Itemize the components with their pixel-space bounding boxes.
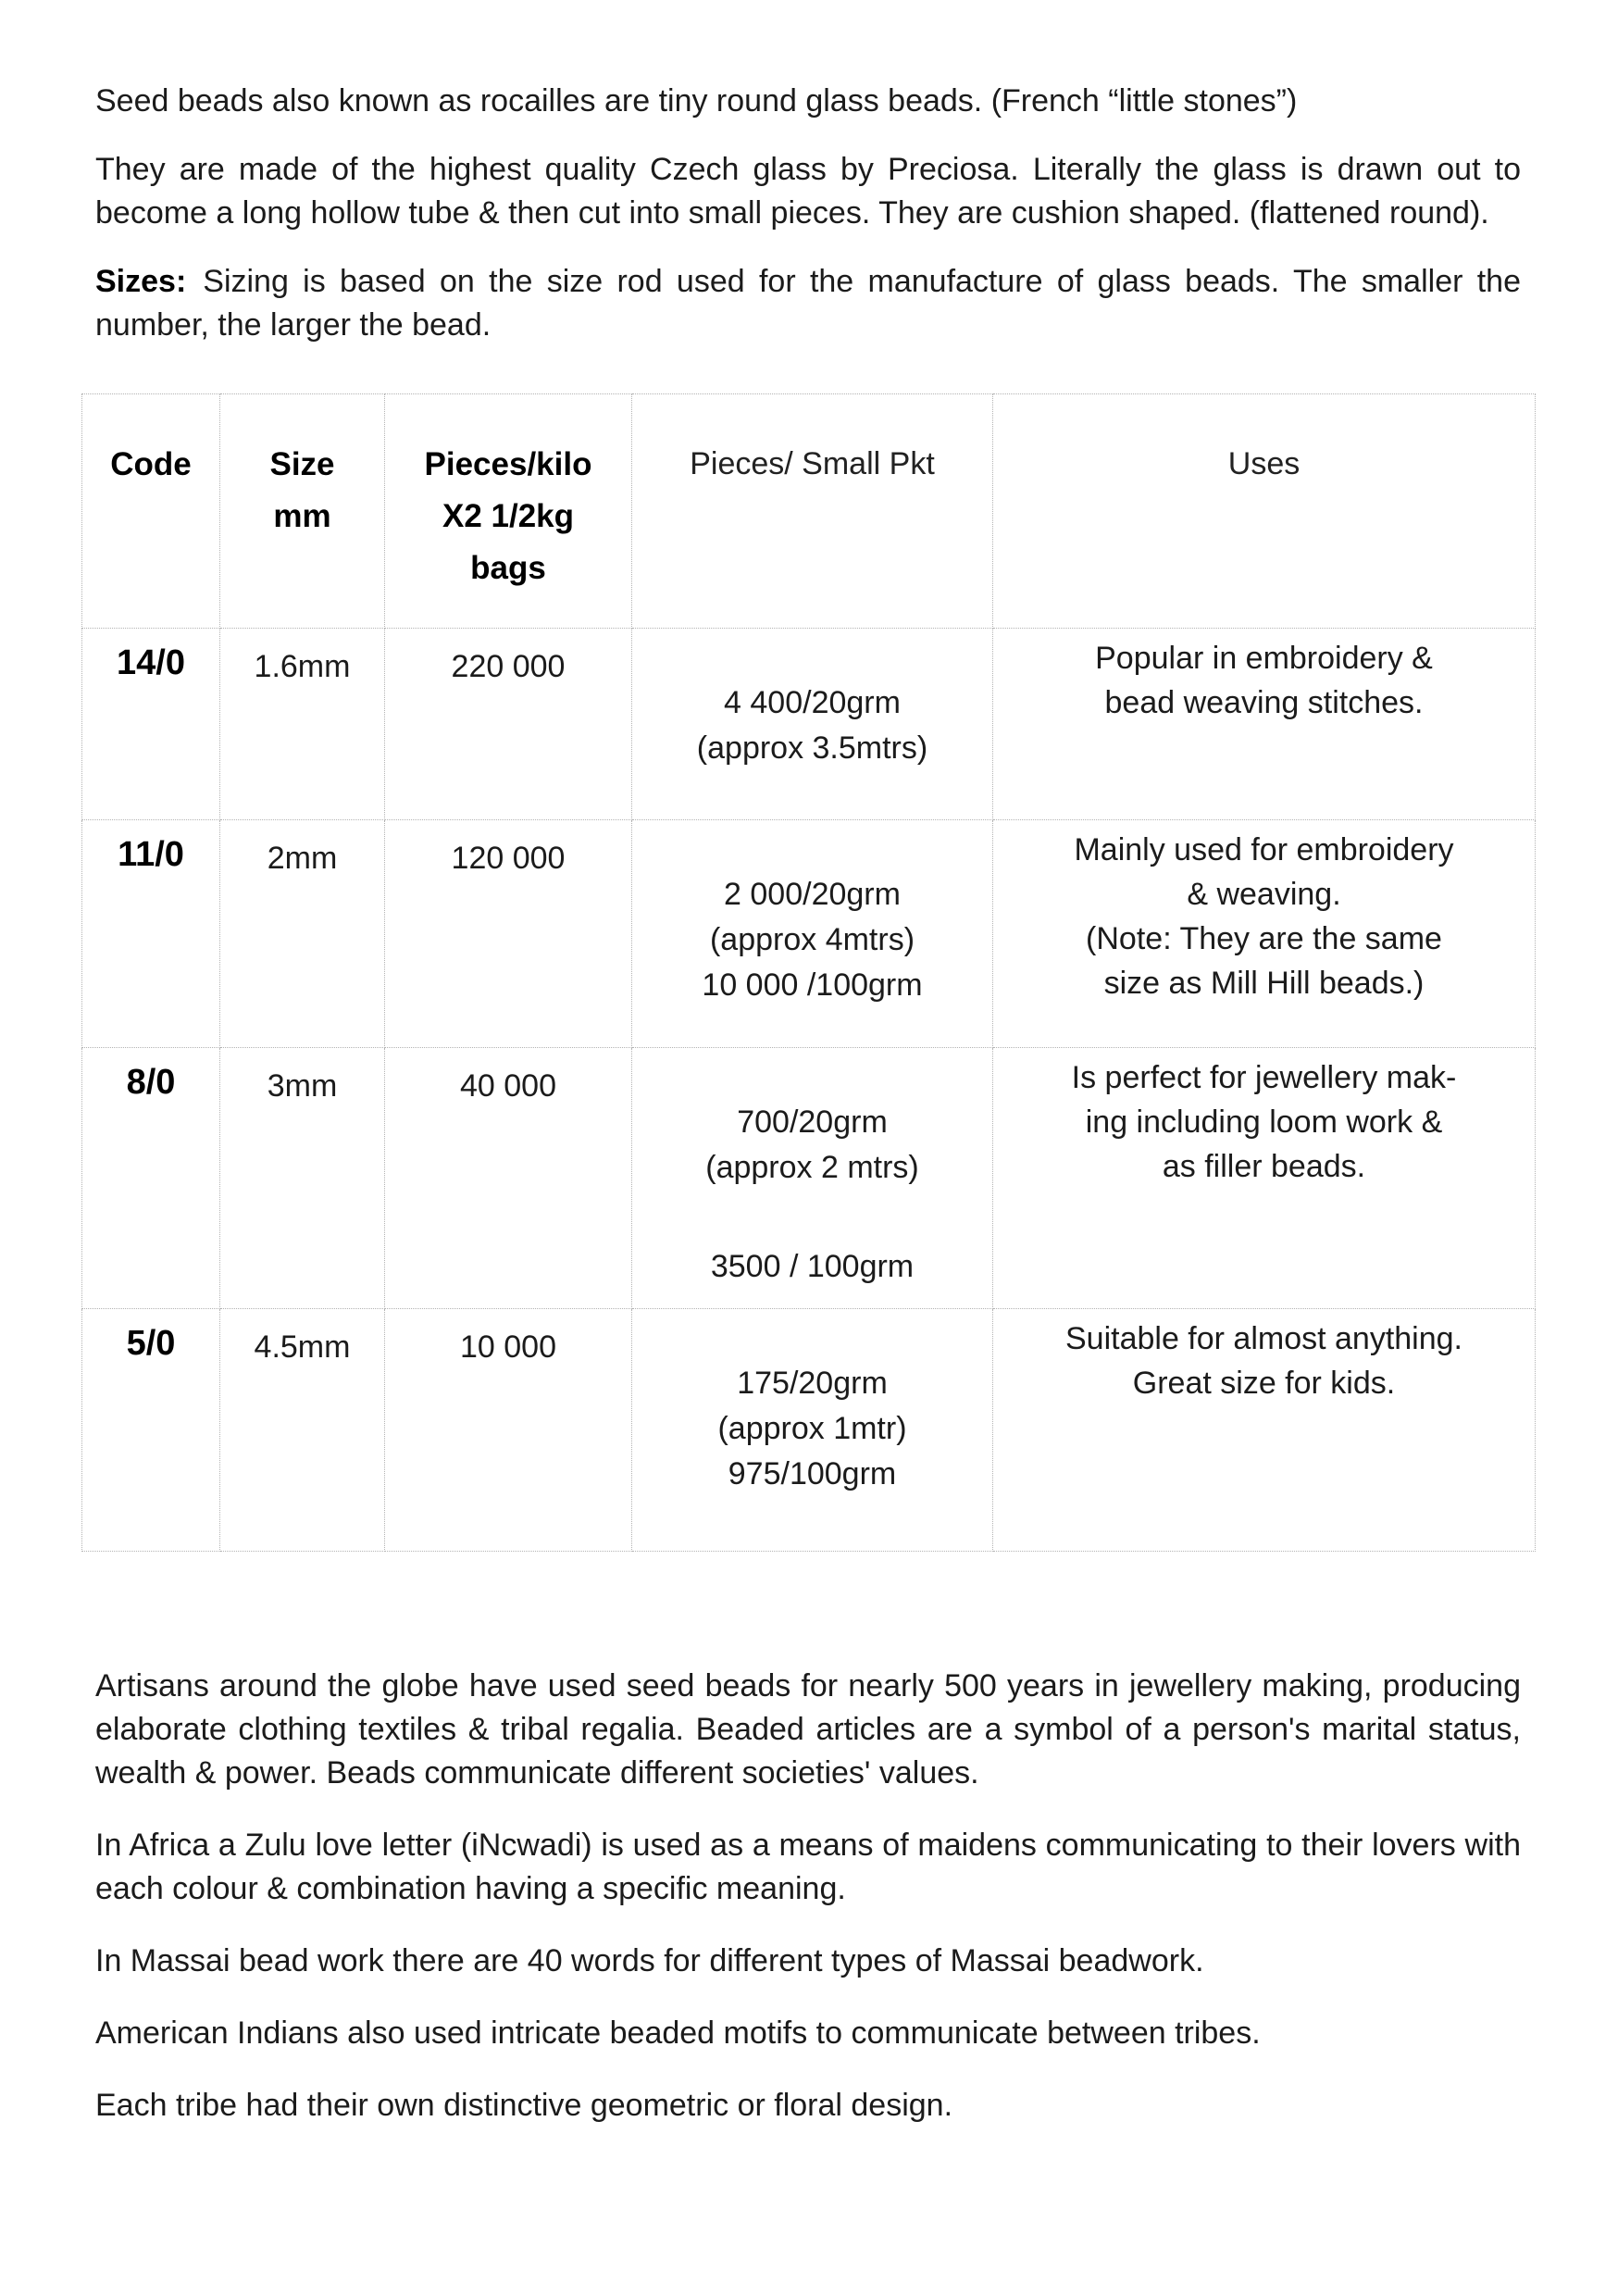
uses-line: bead weaving stitches. <box>1104 685 1424 720</box>
uses-line: Is perfect for jewellery mak- <box>1071 1060 1457 1095</box>
uses-cell <box>993 820 1536 1048</box>
small-pkt-line: 175/20grm <box>737 1366 888 1401</box>
history-section <box>95 1665 1521 2128</box>
small-pkt-cell <box>632 629 993 820</box>
uses-line: Popular in embroidery & <box>1095 641 1433 676</box>
small-pkt-line: 975/100grm <box>728 1456 897 1491</box>
header-pieces-kilo <box>385 394 632 629</box>
code-cell: 5/0 <box>82 1309 220 1552</box>
small-pkt-line: 700/20grm <box>737 1104 888 1140</box>
code-cell: 14/0 <box>82 629 220 820</box>
header-code-label: Code <box>110 446 192 482</box>
sizes-label: Sizes: <box>95 264 187 299</box>
small-pkt-line: (approx 3.5mtrs) <box>696 730 928 766</box>
document-page <box>95 80 1521 2128</box>
header-code <box>82 394 220 629</box>
uses-cell <box>993 629 1536 820</box>
history-paragraph: Each tribe had their own distinctive geometric or floral design. <box>95 2088 953 2123</box>
size-cell: 2mm <box>220 820 385 1048</box>
header-small-pkt: Pieces/ Small Pkt <box>632 394 993 629</box>
small-pkt-line: (approx 1mtr) <box>717 1411 907 1446</box>
uses-line: Great size for kids. <box>1132 1366 1396 1401</box>
history-paragraph: American Indians also used intricate beaded motifs to communicate between tribes. <box>95 2015 1261 2051</box>
header-uses: Uses <box>993 394 1536 629</box>
pieces-kilo-cell: 120 000 <box>385 820 632 1048</box>
small-pkt-cell <box>632 1309 993 1552</box>
code-cell: 8/0 <box>82 1048 220 1309</box>
uses-cell <box>993 1048 1536 1309</box>
small-pkt-line: 4 400/20grm <box>724 685 901 720</box>
history-paragraph: In Africa a Zulu love letter (iNcwadi) is used as a means of maidens communicating to their lovers with each colour & combination having a specific meaning. <box>95 1828 1521 1906</box>
size-cell: 1.6mm <box>220 629 385 820</box>
table-header-row <box>82 394 1536 629</box>
sizes-text: Sizing is based on the size rod used for the manufacture of glass beads. The smaller the number, the larger the bead. <box>95 264 1521 343</box>
header-size-line: mm <box>273 498 331 534</box>
small-pkt-line: 3500 / 100grm <box>710 1249 915 1284</box>
size-cell: 4.5mm <box>220 1309 385 1552</box>
pieces-kilo-cell: 220 000 <box>385 629 632 820</box>
uses-cell <box>993 1309 1536 1552</box>
uses-line: as filler beads. <box>1162 1149 1366 1184</box>
uses-line: ing including loom work & <box>1085 1104 1443 1140</box>
small-pkt-line: 10 000 /100grm <box>702 967 923 1003</box>
table-row <box>82 820 1536 1048</box>
history-paragraph: Artisans around the globe have used seed beads for nearly 500 years in jewellery making, producing elaborate clothing textiles & tribal regalia. Beaded articles are a symbol of a person's marital status, wealth & power. Beads communicate different societies' values. <box>95 1668 1521 1791</box>
small-pkt-cell <box>632 1048 993 1309</box>
intro-paragraph-1: Seed beads also known as rocailles are tiny round glass beads. (French “little stones”) <box>95 83 1298 119</box>
header-pieces-kilo-line: Pieces/kilo <box>424 446 592 482</box>
small-pkt-line: 2 000/20grm <box>724 877 901 912</box>
intro-paragraph-2: They are made of the highest quality Czech glass by Preciosa. Literally the glass is drawn out to become a long hollow tube & then cut into small pieces. They are cushion shaped. (flattened round). <box>95 152 1521 231</box>
small-pkt-cell <box>632 820 993 1048</box>
pieces-kilo-cell: 10 000 <box>385 1309 632 1552</box>
small-pkt-line: (approx 2 mtrs) <box>705 1150 919 1185</box>
table-row <box>82 1309 1536 1552</box>
bead-size-table-wrap <box>81 393 1535 1552</box>
pieces-kilo-cell: 40 000 <box>385 1048 632 1309</box>
table-row <box>82 629 1536 820</box>
table-row <box>82 1048 1536 1309</box>
header-pieces-kilo-line: bags <box>470 550 546 586</box>
uses-line: size as Mill Hill beads.) <box>1103 966 1425 1001</box>
uses-line: & weaving. <box>1187 877 1341 912</box>
small-pkt-line: (approx 4mtrs) <box>709 922 915 957</box>
sizes-paragraph <box>95 260 1521 347</box>
bead-size-table <box>81 393 1536 1552</box>
code-cell: 11/0 <box>82 820 220 1048</box>
uses-line: Mainly used for embroidery <box>1074 832 1454 867</box>
size-cell: 3mm <box>220 1048 385 1309</box>
uses-line: (Note: They are the same <box>1086 921 1442 956</box>
header-pieces-kilo-line: X2 1/2kg <box>442 498 575 534</box>
uses-line: Suitable for almost anything. <box>1064 1321 1463 1356</box>
header-size-line: Size <box>269 446 335 482</box>
header-size <box>220 394 385 629</box>
history-paragraph: In Massai bead work there are 40 words for different types of Massai beadwork. <box>95 1943 1204 1978</box>
